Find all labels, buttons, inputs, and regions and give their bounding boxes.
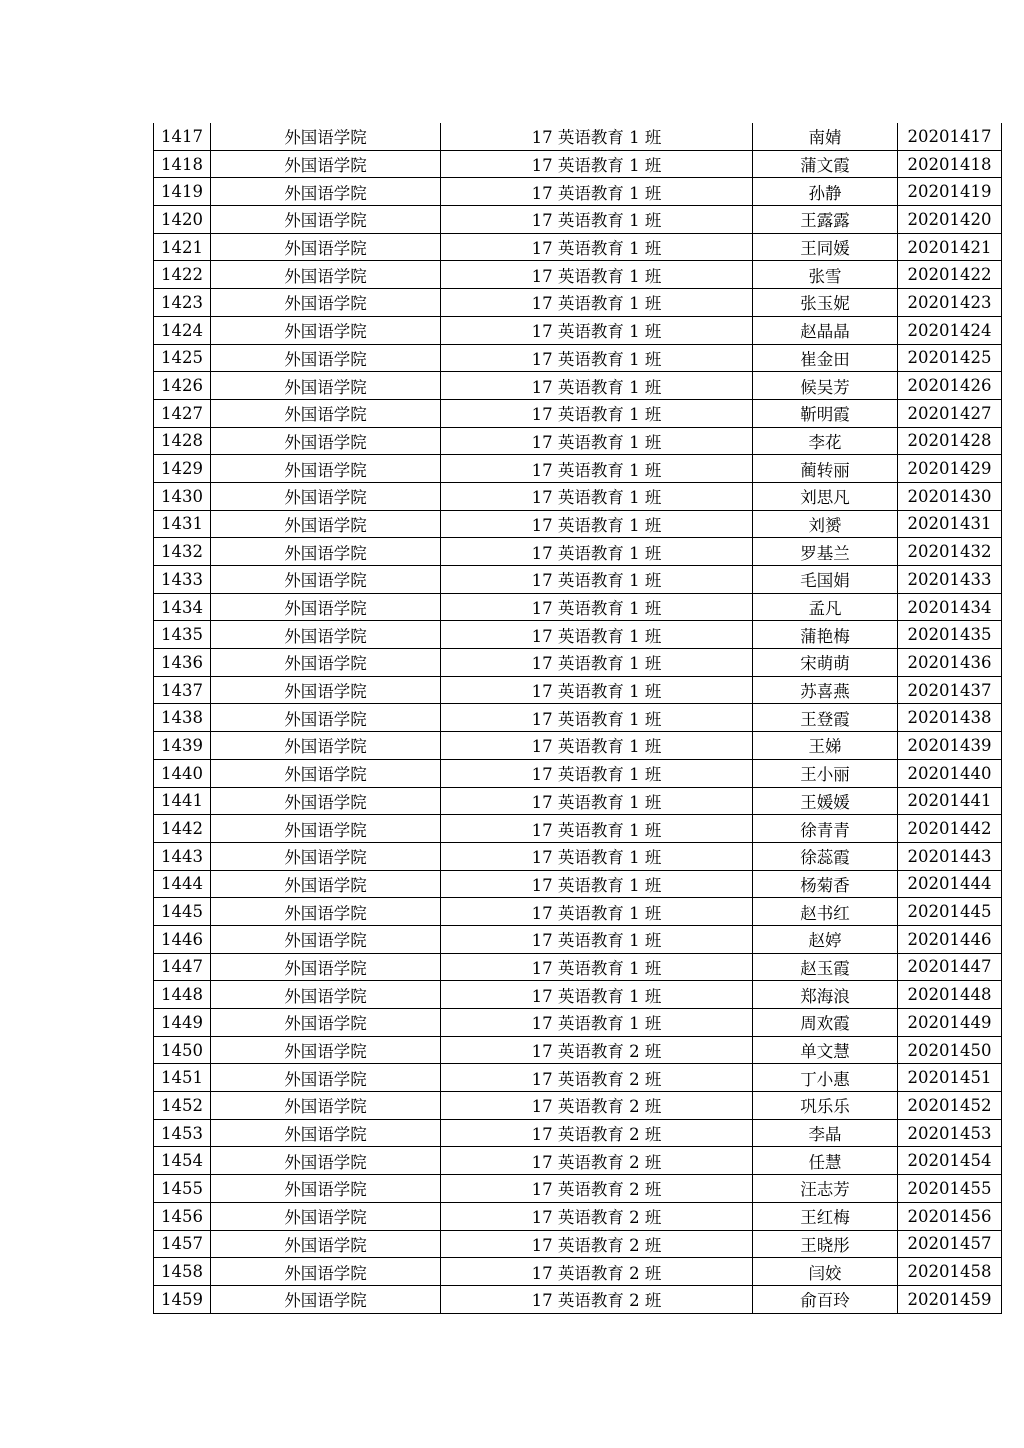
college-cell: 外国语学院: [211, 427, 441, 455]
class-cell: 17 英语教育 1 班: [441, 482, 753, 510]
seq-number-cell: 1459: [154, 1285, 211, 1313]
student-name-cell: 丁小惠: [753, 1064, 898, 1092]
seq-number-cell: 1454: [154, 1147, 211, 1175]
table-row: [154, 676, 1002, 704]
student-id-cell: 20201437: [898, 676, 1002, 704]
student-name-cell: 靳明霞: [753, 399, 898, 427]
class-cell: 17 英语教育 1 班: [441, 787, 753, 815]
table-row: [154, 1258, 1002, 1286]
college-cell: 外国语学院: [211, 649, 441, 677]
student-name-cell: 王露露: [753, 206, 898, 234]
student-id-cell: 20201457: [898, 1230, 1002, 1258]
student-id-cell: 20201438: [898, 704, 1002, 732]
student-name-cell: 郑海浪: [753, 981, 898, 1009]
college-cell: 外国语学院: [211, 1147, 441, 1175]
seq-number-cell: 1437: [154, 676, 211, 704]
student-id-cell: 20201418: [898, 150, 1002, 178]
student-id-cell: 20201449: [898, 1009, 1002, 1037]
table-row: [154, 510, 1002, 538]
student-name-cell: 赵晶晶: [753, 316, 898, 344]
seq-number-cell: 1425: [154, 344, 211, 372]
student-name-cell: 张玉妮: [753, 289, 898, 317]
student-name-cell: 汪志芳: [753, 1175, 898, 1203]
seq-number-cell: 1432: [154, 538, 211, 566]
college-cell: 外国语学院: [211, 1285, 441, 1313]
seq-number-cell: 1433: [154, 566, 211, 594]
student-id-cell: 20201427: [898, 399, 1002, 427]
student-name-cell: 李花: [753, 427, 898, 455]
college-cell: 外国语学院: [211, 123, 441, 150]
class-cell: 17 英语教育 2 班: [441, 1285, 753, 1313]
student-name-cell: 杨菊香: [753, 870, 898, 898]
table-row: [154, 1202, 1002, 1230]
table-row: [154, 787, 1002, 815]
seq-number-cell: 1443: [154, 842, 211, 870]
seq-number-cell: 1448: [154, 981, 211, 1009]
seq-number-cell: 1450: [154, 1036, 211, 1064]
student-name-cell: 毛国娟: [753, 566, 898, 594]
table-row: [154, 399, 1002, 427]
class-cell: 17 英语教育 1 班: [441, 981, 753, 1009]
table-row: [154, 953, 1002, 981]
student-id-cell: 20201453: [898, 1119, 1002, 1147]
student-id-cell: 20201458: [898, 1258, 1002, 1286]
student-name-cell: 单文慧: [753, 1036, 898, 1064]
seq-number-cell: 1452: [154, 1092, 211, 1120]
class-cell: 17 英语教育 1 班: [441, 206, 753, 234]
student-id-cell: 20201444: [898, 870, 1002, 898]
seq-number-cell: 1424: [154, 316, 211, 344]
table-row: [154, 261, 1002, 289]
student-id-cell: 20201426: [898, 372, 1002, 400]
student-name-cell: 王同媛: [753, 233, 898, 261]
seq-number-cell: 1427: [154, 399, 211, 427]
student-id-cell: 20201448: [898, 981, 1002, 1009]
seq-number-cell: 1444: [154, 870, 211, 898]
seq-number-cell: 1440: [154, 759, 211, 787]
table-row: [154, 455, 1002, 483]
seq-number-cell: 1426: [154, 372, 211, 400]
college-cell: 外国语学院: [211, 150, 441, 178]
student-name-cell: 任慧: [753, 1147, 898, 1175]
class-cell: 17 英语教育 2 班: [441, 1147, 753, 1175]
college-cell: 外国语学院: [211, 1064, 441, 1092]
seq-number-cell: 1442: [154, 815, 211, 843]
student-name-cell: 闫姣: [753, 1258, 898, 1286]
student-name-cell: 李晶: [753, 1119, 898, 1147]
seq-number-cell: 1436: [154, 649, 211, 677]
class-cell: 17 英语教育 2 班: [441, 1175, 753, 1203]
student-id-cell: 20201432: [898, 538, 1002, 566]
student-id-cell: 20201445: [898, 898, 1002, 926]
college-cell: 外国语学院: [211, 372, 441, 400]
student-name-cell: 孟凡: [753, 593, 898, 621]
student-name-cell: 王媛媛: [753, 787, 898, 815]
table-row: [154, 732, 1002, 760]
student-name-cell: 赵书红: [753, 898, 898, 926]
seq-number-cell: 1451: [154, 1064, 211, 1092]
student-name-cell: 蔺转丽: [753, 455, 898, 483]
table-row: [154, 206, 1002, 234]
student-name-cell: 赵婷: [753, 925, 898, 953]
class-cell: 17 英语教育 1 班: [441, 455, 753, 483]
table-row: [154, 759, 1002, 787]
table-row: [154, 1064, 1002, 1092]
college-cell: 外国语学院: [211, 289, 441, 317]
seq-number-cell: 1446: [154, 925, 211, 953]
student-id-cell: 20201435: [898, 621, 1002, 649]
student-id-cell: 20201436: [898, 649, 1002, 677]
table-row: [154, 593, 1002, 621]
class-cell: 17 英语教育 1 班: [441, 649, 753, 677]
college-cell: 外国语学院: [211, 178, 441, 206]
class-cell: 17 英语教育 1 班: [441, 1009, 753, 1037]
seq-number-cell: 1438: [154, 704, 211, 732]
seq-number-cell: 1423: [154, 289, 211, 317]
table-row: [154, 621, 1002, 649]
student-name-cell: 蒲文霞: [753, 150, 898, 178]
student-id-cell: 20201439: [898, 732, 1002, 760]
student-name-cell: 张雪: [753, 261, 898, 289]
roster-table-body: [154, 123, 1002, 1313]
seq-number-cell: 1428: [154, 427, 211, 455]
student-id-cell: 20201419: [898, 178, 1002, 206]
class-cell: 17 英语教育 1 班: [441, 953, 753, 981]
table-row: [154, 538, 1002, 566]
class-cell: 17 英语教育 2 班: [441, 1119, 753, 1147]
student-name-cell: 王小丽: [753, 759, 898, 787]
student-id-cell: 20201430: [898, 482, 1002, 510]
table-row: [154, 815, 1002, 843]
student-name-cell: 刘思凡: [753, 482, 898, 510]
class-cell: 17 英语教育 1 班: [441, 566, 753, 594]
college-cell: 外国语学院: [211, 732, 441, 760]
student-name-cell: 崔金田: [753, 344, 898, 372]
class-cell: 17 英语教育 1 班: [441, 289, 753, 317]
table-row: [154, 898, 1002, 926]
student-id-cell: 20201441: [898, 787, 1002, 815]
seq-number-cell: 1430: [154, 482, 211, 510]
student-name-cell: 徐蕊霞: [753, 842, 898, 870]
student-id-cell: 20201454: [898, 1147, 1002, 1175]
student-id-cell: 20201433: [898, 566, 1002, 594]
student-id-cell: 20201443: [898, 842, 1002, 870]
class-cell: 17 英语教育 2 班: [441, 1064, 753, 1092]
student-id-cell: 20201431: [898, 510, 1002, 538]
class-cell: 17 英语教育 1 班: [441, 842, 753, 870]
college-cell: 外国语学院: [211, 455, 441, 483]
table-row: [154, 842, 1002, 870]
class-cell: 17 英语教育 1 班: [441, 372, 753, 400]
class-cell: 17 英语教育 1 班: [441, 732, 753, 760]
table-row: [154, 925, 1002, 953]
student-roster-table: [153, 123, 1002, 1314]
student-name-cell: 宋萌萌: [753, 649, 898, 677]
student-id-cell: 20201429: [898, 455, 1002, 483]
college-cell: 外国语学院: [211, 870, 441, 898]
table-row: [154, 344, 1002, 372]
college-cell: 外国语学院: [211, 1175, 441, 1203]
class-cell: 17 英语教育 1 班: [441, 510, 753, 538]
table-row: [154, 372, 1002, 400]
student-name-cell: 周欢霞: [753, 1009, 898, 1037]
table-row: [154, 1147, 1002, 1175]
college-cell: 外国语学院: [211, 898, 441, 926]
student-name-cell: 王娣: [753, 732, 898, 760]
table-row: [154, 1119, 1002, 1147]
class-cell: 17 英语教育 1 班: [441, 233, 753, 261]
table-row: [154, 870, 1002, 898]
seq-number-cell: 1422: [154, 261, 211, 289]
student-id-cell: 20201440: [898, 759, 1002, 787]
student-id-cell: 20201446: [898, 925, 1002, 953]
class-cell: 17 英语教育 2 班: [441, 1230, 753, 1258]
table-row: [154, 150, 1002, 178]
table-row: [154, 316, 1002, 344]
table-row: [154, 482, 1002, 510]
student-name-cell: 巩乐乐: [753, 1092, 898, 1120]
student-name-cell: 南婧: [753, 123, 898, 150]
class-cell: 17 英语教育 2 班: [441, 1202, 753, 1230]
class-cell: 17 英语教育 2 班: [441, 1092, 753, 1120]
college-cell: 外国语学院: [211, 676, 441, 704]
student-name-cell: 赵玉霞: [753, 953, 898, 981]
college-cell: 外国语学院: [211, 261, 441, 289]
college-cell: 外国语学院: [211, 206, 441, 234]
college-cell: 外国语学院: [211, 787, 441, 815]
class-cell: 17 英语教育 1 班: [441, 593, 753, 621]
college-cell: 外国语学院: [211, 925, 441, 953]
table-row: [154, 289, 1002, 317]
student-name-cell: 罗基兰: [753, 538, 898, 566]
table-row: [154, 981, 1002, 1009]
student-id-cell: 20201447: [898, 953, 1002, 981]
college-cell: 外国语学院: [211, 1119, 441, 1147]
college-cell: 外国语学院: [211, 482, 441, 510]
class-cell: 17 英语教育 1 班: [441, 344, 753, 372]
college-cell: 外国语学院: [211, 538, 441, 566]
student-name-cell: 徐青青: [753, 815, 898, 843]
table-row: [154, 1175, 1002, 1203]
student-id-cell: 20201450: [898, 1036, 1002, 1064]
college-cell: 外国语学院: [211, 1202, 441, 1230]
class-cell: 17 英语教育 1 班: [441, 123, 753, 150]
seq-number-cell: 1419: [154, 178, 211, 206]
student-name-cell: 蒲艳梅: [753, 621, 898, 649]
class-cell: 17 英语教育 1 班: [441, 898, 753, 926]
class-cell: 17 英语教育 1 班: [441, 399, 753, 427]
student-id-cell: 20201423: [898, 289, 1002, 317]
college-cell: 外国语学院: [211, 621, 441, 649]
seq-number-cell: 1435: [154, 621, 211, 649]
table-row: [154, 123, 1002, 150]
student-id-cell: 20201428: [898, 427, 1002, 455]
table-row: [154, 566, 1002, 594]
college-cell: 外国语学院: [211, 399, 441, 427]
table-row: [154, 427, 1002, 455]
class-cell: 17 英语教育 1 班: [441, 261, 753, 289]
student-name-cell: 苏喜燕: [753, 676, 898, 704]
student-id-cell: 20201451: [898, 1064, 1002, 1092]
college-cell: 外国语学院: [211, 566, 441, 594]
student-id-cell: 20201417: [898, 123, 1002, 150]
table-row: [154, 1036, 1002, 1064]
student-name-cell: 王登霞: [753, 704, 898, 732]
college-cell: 外国语学院: [211, 953, 441, 981]
seq-number-cell: 1417: [154, 123, 211, 150]
seq-number-cell: 1429: [154, 455, 211, 483]
college-cell: 外国语学院: [211, 1036, 441, 1064]
college-cell: 外国语学院: [211, 1092, 441, 1120]
table-row: [154, 1092, 1002, 1120]
student-id-cell: 20201455: [898, 1175, 1002, 1203]
seq-number-cell: 1420: [154, 206, 211, 234]
college-cell: 外国语学院: [211, 842, 441, 870]
class-cell: 17 英语教育 1 班: [441, 759, 753, 787]
seq-number-cell: 1434: [154, 593, 211, 621]
student-id-cell: 20201425: [898, 344, 1002, 372]
seq-number-cell: 1445: [154, 898, 211, 926]
table-row: [154, 178, 1002, 206]
class-cell: 17 英语教育 1 班: [441, 621, 753, 649]
class-cell: 17 英语教育 1 班: [441, 704, 753, 732]
class-cell: 17 英语教育 1 班: [441, 925, 753, 953]
class-cell: 17 英语教育 1 班: [441, 870, 753, 898]
college-cell: 外国语学院: [211, 233, 441, 261]
seq-number-cell: 1418: [154, 150, 211, 178]
class-cell: 17 英语教育 1 班: [441, 316, 753, 344]
class-cell: 17 英语教育 1 班: [441, 427, 753, 455]
student-name-cell: 候吴芳: [753, 372, 898, 400]
seq-number-cell: 1457: [154, 1230, 211, 1258]
student-id-cell: 20201420: [898, 206, 1002, 234]
student-id-cell: 20201442: [898, 815, 1002, 843]
student-id-cell: 20201434: [898, 593, 1002, 621]
seq-number-cell: 1431: [154, 510, 211, 538]
college-cell: 外国语学院: [211, 759, 441, 787]
student-id-cell: 20201422: [898, 261, 1002, 289]
student-id-cell: 20201421: [898, 233, 1002, 261]
seq-number-cell: 1441: [154, 787, 211, 815]
class-cell: 17 英语教育 1 班: [441, 815, 753, 843]
college-cell: 外国语学院: [211, 344, 441, 372]
seq-number-cell: 1453: [154, 1119, 211, 1147]
student-id-cell: 20201459: [898, 1285, 1002, 1313]
student-name-cell: 刘赟: [753, 510, 898, 538]
seq-number-cell: 1449: [154, 1009, 211, 1037]
college-cell: 外国语学院: [211, 510, 441, 538]
college-cell: 外国语学院: [211, 316, 441, 344]
college-cell: 外国语学院: [211, 704, 441, 732]
college-cell: 外国语学院: [211, 1230, 441, 1258]
class-cell: 17 英语教育 1 班: [441, 538, 753, 566]
class-cell: 17 英语教育 2 班: [441, 1036, 753, 1064]
student-name-cell: 俞百玲: [753, 1285, 898, 1313]
student-id-cell: 20201456: [898, 1202, 1002, 1230]
student-name-cell: 王红梅: [753, 1202, 898, 1230]
table-row: [154, 649, 1002, 677]
student-name-cell: 孙静: [753, 178, 898, 206]
table-row: [154, 233, 1002, 261]
class-cell: 17 英语教育 1 班: [441, 150, 753, 178]
seq-number-cell: 1456: [154, 1202, 211, 1230]
class-cell: 17 英语教育 2 班: [441, 1258, 753, 1286]
college-cell: 外国语学院: [211, 981, 441, 1009]
student-id-cell: 20201452: [898, 1092, 1002, 1120]
seq-number-cell: 1455: [154, 1175, 211, 1203]
table-row: [154, 1009, 1002, 1037]
seq-number-cell: 1421: [154, 233, 211, 261]
table-row: [154, 1285, 1002, 1313]
student-name-cell: 王晓彤: [753, 1230, 898, 1258]
college-cell: 外国语学院: [211, 593, 441, 621]
seq-number-cell: 1447: [154, 953, 211, 981]
seq-number-cell: 1439: [154, 732, 211, 760]
seq-number-cell: 1458: [154, 1258, 211, 1286]
college-cell: 外国语学院: [211, 815, 441, 843]
table-row: [154, 1230, 1002, 1258]
class-cell: 17 英语教育 1 班: [441, 676, 753, 704]
college-cell: 外国语学院: [211, 1009, 441, 1037]
table-row: [154, 704, 1002, 732]
student-id-cell: 20201424: [898, 316, 1002, 344]
class-cell: 17 英语教育 1 班: [441, 178, 753, 206]
college-cell: 外国语学院: [211, 1258, 441, 1286]
